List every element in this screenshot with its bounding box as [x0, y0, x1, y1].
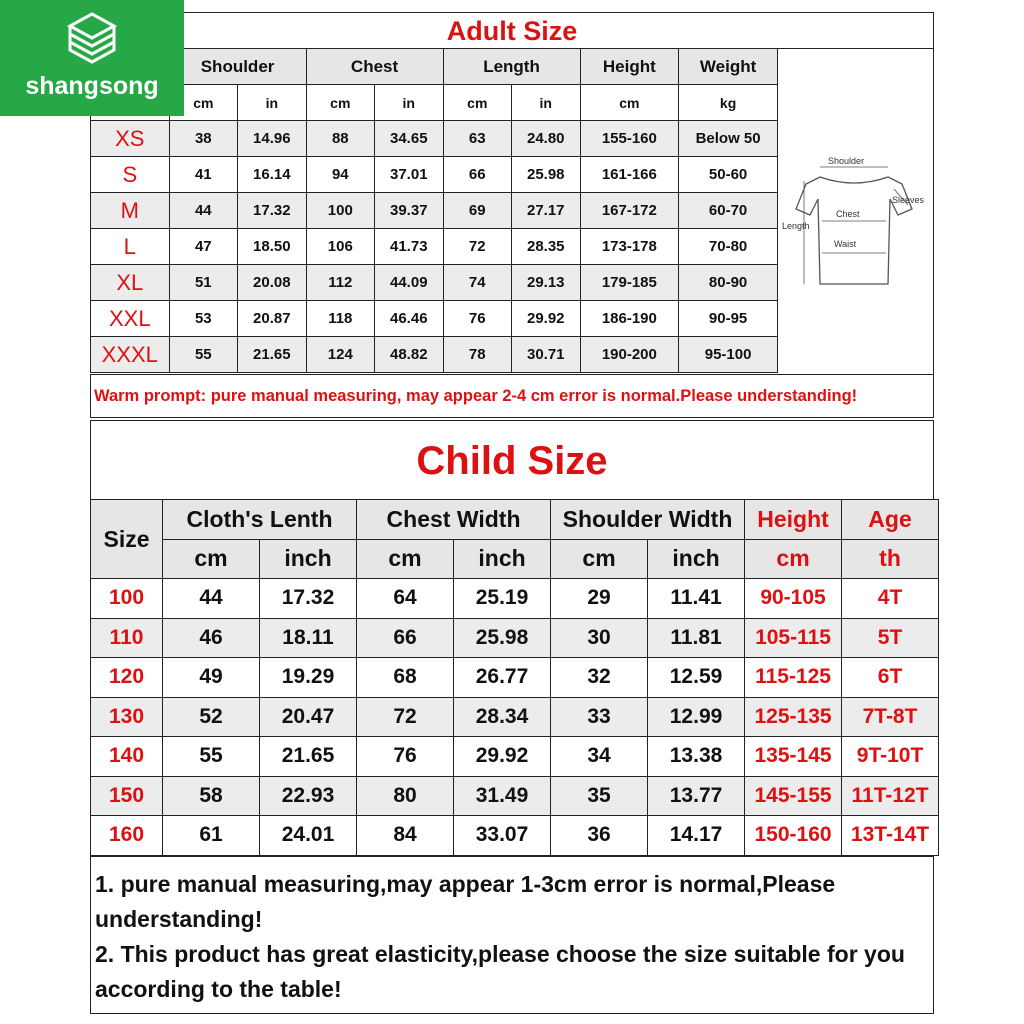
- adult-header-row: [91, 49, 778, 85]
- child-size-label: 110: [91, 618, 163, 658]
- child-value-cell: 52: [163, 697, 260, 737]
- table-row: [91, 229, 778, 265]
- adult-value-cell: 27.17: [512, 193, 580, 229]
- child-value-cell: 29: [551, 579, 648, 619]
- adult-value-cell: Below 50: [679, 121, 778, 157]
- adult-value-cell: 18.50: [238, 229, 307, 265]
- table-row: [91, 265, 778, 301]
- adult-value-cell: 50-60: [679, 157, 778, 193]
- tshirt-measure-diagram: [776, 48, 934, 375]
- adult-value-cell: 44.09: [375, 265, 444, 301]
- child-value-cell: 25.19: [454, 579, 551, 619]
- child-value-cell: 61: [163, 816, 260, 856]
- adult-value-cell: 37.01: [375, 157, 444, 193]
- adult-value-cell: 34.65: [375, 121, 444, 157]
- child-note-1: 1. pure manual measuring,may appear 1-3cm error is normal,Please understanding!: [95, 871, 836, 932]
- adult-value-cell: 179-185: [580, 265, 679, 301]
- child-unit-cell: cm: [357, 539, 454, 579]
- child-notes: [90, 856, 934, 1014]
- child-value-cell: 135-145: [745, 737, 842, 777]
- adult-value-cell: 47: [169, 229, 237, 265]
- child-value-cell: 84: [357, 816, 454, 856]
- adult-warm-prompt: Warm prompt: pure manual measuring, may appear 2-4 cm error is normal.Please understanding!: [90, 374, 934, 418]
- child-unit-cell: inch: [454, 539, 551, 579]
- adult-value-cell: 78: [443, 337, 511, 373]
- child-value-cell: 14.17: [648, 816, 745, 856]
- child-header: Shoulder Width: [551, 500, 745, 540]
- child-value-cell: 20.47: [260, 697, 357, 737]
- adult-value-cell: 80-90: [679, 265, 778, 301]
- adult-unit-cell: kg: [679, 85, 778, 121]
- adult-value-cell: 21.65: [238, 337, 307, 373]
- adult-value-cell: 69: [443, 193, 511, 229]
- adult-size-label: XL: [91, 265, 170, 301]
- adult-size-title: Adult Size: [90, 12, 934, 48]
- child-value-cell: 11.41: [648, 579, 745, 619]
- adult-value-cell: 155-160: [580, 121, 679, 157]
- child-value-cell: 72: [357, 697, 454, 737]
- child-value-cell: 11.81: [648, 618, 745, 658]
- adult-header: Height: [580, 49, 679, 85]
- adult-header: Length: [443, 49, 580, 85]
- adult-value-cell: 94: [306, 157, 374, 193]
- child-value-cell: 46: [163, 618, 260, 658]
- adult-unit-cell: cm: [580, 85, 679, 121]
- adult-value-cell: 20.08: [238, 265, 307, 301]
- child-value-cell: 90-105: [745, 579, 842, 619]
- child-value-cell: 31.49: [454, 776, 551, 816]
- waist-label: Waist: [834, 239, 857, 249]
- adult-value-cell: 60-70: [679, 193, 778, 229]
- child-header-row: [91, 500, 939, 540]
- adult-value-cell: 100: [306, 193, 374, 229]
- adult-value-cell: 51: [169, 265, 237, 301]
- child-value-cell: 13.77: [648, 776, 745, 816]
- adult-unit-cell: cm: [306, 85, 374, 121]
- child-value-cell: 68: [357, 658, 454, 698]
- child-value-cell: 44: [163, 579, 260, 619]
- adult-size-label: S: [91, 157, 170, 193]
- child-note-2: 2. This product has great elasticity,please choose the size suitable for you according to the table!: [95, 941, 905, 1002]
- table-row: [91, 121, 778, 157]
- table-row: [91, 579, 939, 619]
- adult-value-cell: 24.80: [512, 121, 580, 157]
- child-value-cell: 18.11: [260, 618, 357, 658]
- adult-value-cell: 161-166: [580, 157, 679, 193]
- adult-value-cell: 29.92: [512, 301, 580, 337]
- table-row: [91, 337, 778, 373]
- child-unit-cell: cm: [745, 539, 842, 579]
- adult-value-cell: 76: [443, 301, 511, 337]
- child-value-cell: 36: [551, 816, 648, 856]
- child-size-label: 160: [91, 816, 163, 856]
- child-header: Height: [745, 500, 842, 540]
- child-value-cell: 26.77: [454, 658, 551, 698]
- adult-header: Shoulder: [169, 49, 306, 85]
- table-row: [91, 301, 778, 337]
- child-unit-cell: cm: [163, 539, 260, 579]
- adult-unit-cell: in: [238, 85, 307, 121]
- adult-units-row: [91, 85, 778, 121]
- adult-value-cell: 28.35: [512, 229, 580, 265]
- child-value-cell: 145-155: [745, 776, 842, 816]
- child-value-cell: 17.32: [260, 579, 357, 619]
- adult-value-cell: 70-80: [679, 229, 778, 265]
- adult-value-cell: 53: [169, 301, 237, 337]
- child-value-cell: 32: [551, 658, 648, 698]
- child-value-cell: 28.34: [454, 697, 551, 737]
- shoulder-label: Shoulder: [828, 156, 865, 166]
- child-unit-cell: inch: [648, 539, 745, 579]
- adult-size-label: XS: [91, 121, 170, 157]
- adult-value-cell: 95-100: [679, 337, 778, 373]
- child-value-cell: 125-135: [745, 697, 842, 737]
- child-size-header: Size: [91, 500, 163, 579]
- length-label: Length: [782, 221, 810, 231]
- child-size-label: 150: [91, 776, 163, 816]
- table-row: [91, 157, 778, 193]
- child-unit-cell: th: [842, 539, 939, 579]
- child-header: Chest Width: [357, 500, 551, 540]
- child-value-cell: 150-160: [745, 816, 842, 856]
- adult-value-cell: 173-178: [580, 229, 679, 265]
- child-value-cell: 24.01: [260, 816, 357, 856]
- child-value-cell: 33.07: [454, 816, 551, 856]
- child-units-row: [91, 539, 939, 579]
- child-value-cell: 21.65: [260, 737, 357, 777]
- child-value-cell: 13.38: [648, 737, 745, 777]
- child-value-cell: 76: [357, 737, 454, 777]
- child-value-cell: 49: [163, 658, 260, 698]
- table-row: [91, 776, 939, 816]
- child-header: Age: [842, 500, 939, 540]
- child-value-cell: 12.99: [648, 697, 745, 737]
- adult-value-cell: 88: [306, 121, 374, 157]
- child-value-cell: 19.29: [260, 658, 357, 698]
- adult-value-cell: 29.13: [512, 265, 580, 301]
- child-unit-cell: inch: [260, 539, 357, 579]
- sleeves-label: Sleeves: [892, 195, 925, 205]
- child-value-cell: 55: [163, 737, 260, 777]
- adult-unit-cell: in: [512, 85, 580, 121]
- child-value-cell: 30: [551, 618, 648, 658]
- adult-value-cell: 30.71: [512, 337, 580, 373]
- adult-value-cell: 16.14: [238, 157, 307, 193]
- adult-value-cell: 55: [169, 337, 237, 373]
- adult-value-cell: 63: [443, 121, 511, 157]
- adult-value-cell: 39.37: [375, 193, 444, 229]
- adult-value-cell: 46.46: [375, 301, 444, 337]
- child-value-cell: 25.98: [454, 618, 551, 658]
- adult-value-cell: 38: [169, 121, 237, 157]
- child-value-cell: 5T: [842, 618, 939, 658]
- adult-unit-cell: cm: [169, 85, 237, 121]
- adult-size-table: [90, 48, 778, 373]
- adult-value-cell: 190-200: [580, 337, 679, 373]
- child-value-cell: 80: [357, 776, 454, 816]
- child-size-title: Child Size: [90, 420, 934, 500]
- child-size-label: 130: [91, 697, 163, 737]
- brand-name: shangsong: [25, 72, 159, 100]
- child-size-label: 140: [91, 737, 163, 777]
- adult-value-cell: 167-172: [580, 193, 679, 229]
- child-size-label: 100: [91, 579, 163, 619]
- child-value-cell: 34: [551, 737, 648, 777]
- child-size-label: 120: [91, 658, 163, 698]
- adult-unit-cell: cm: [443, 85, 511, 121]
- chest-label: Chest: [836, 209, 860, 219]
- child-value-cell: 29.92: [454, 737, 551, 777]
- adult-value-cell: 41: [169, 157, 237, 193]
- child-value-cell: 64: [357, 579, 454, 619]
- adult-value-cell: 66: [443, 157, 511, 193]
- adult-value-cell: 124: [306, 337, 374, 373]
- adult-value-cell: 106: [306, 229, 374, 265]
- adult-value-cell: 48.82: [375, 337, 444, 373]
- child-value-cell: 13T-14T: [842, 816, 939, 856]
- adult-value-cell: 17.32: [238, 193, 307, 229]
- table-row: [91, 816, 939, 856]
- brand-logo: [0, 0, 184, 116]
- child-unit-cell: cm: [551, 539, 648, 579]
- child-value-cell: 58: [163, 776, 260, 816]
- adult-value-cell: 118: [306, 301, 374, 337]
- table-row: [91, 737, 939, 777]
- table-row: [91, 658, 939, 698]
- child-value-cell: 35: [551, 776, 648, 816]
- adult-value-cell: 90-95: [679, 301, 778, 337]
- child-value-cell: 115-125: [745, 658, 842, 698]
- table-row: [91, 193, 778, 229]
- adult-value-cell: 72: [443, 229, 511, 265]
- child-header: Cloth's Lenth: [163, 500, 357, 540]
- adult-value-cell: 186-190: [580, 301, 679, 337]
- child-value-cell: 33: [551, 697, 648, 737]
- child-value-cell: 4T: [842, 579, 939, 619]
- child-value-cell: 66: [357, 618, 454, 658]
- adult-value-cell: 74: [443, 265, 511, 301]
- child-value-cell: 9T-10T: [842, 737, 939, 777]
- cube-stack-icon: [64, 10, 120, 66]
- adult-header: Chest: [306, 49, 443, 85]
- adult-value-cell: 41.73: [375, 229, 444, 265]
- table-row: [91, 697, 939, 737]
- adult-header: Weight: [679, 49, 778, 85]
- adult-value-cell: 14.96: [238, 121, 307, 157]
- tshirt-diagram-icon: [776, 49, 932, 374]
- child-value-cell: 105-115: [745, 618, 842, 658]
- child-value-cell: 22.93: [260, 776, 357, 816]
- adult-unit-cell: in: [375, 85, 444, 121]
- child-value-cell: 7T-8T: [842, 697, 939, 737]
- child-value-cell: 11T-12T: [842, 776, 939, 816]
- child-value-cell: 6T: [842, 658, 939, 698]
- table-row: [91, 618, 939, 658]
- adult-value-cell: 112: [306, 265, 374, 301]
- adult-size-label: XXXL: [91, 337, 170, 373]
- adult-size-label: M: [91, 193, 170, 229]
- adult-size-label: XXL: [91, 301, 170, 337]
- adult-value-cell: 25.98: [512, 157, 580, 193]
- child-size-table: [90, 499, 939, 856]
- adult-value-cell: 44: [169, 193, 237, 229]
- child-value-cell: 12.59: [648, 658, 745, 698]
- adult-size-label: L: [91, 229, 170, 265]
- adult-value-cell: 20.87: [238, 301, 307, 337]
